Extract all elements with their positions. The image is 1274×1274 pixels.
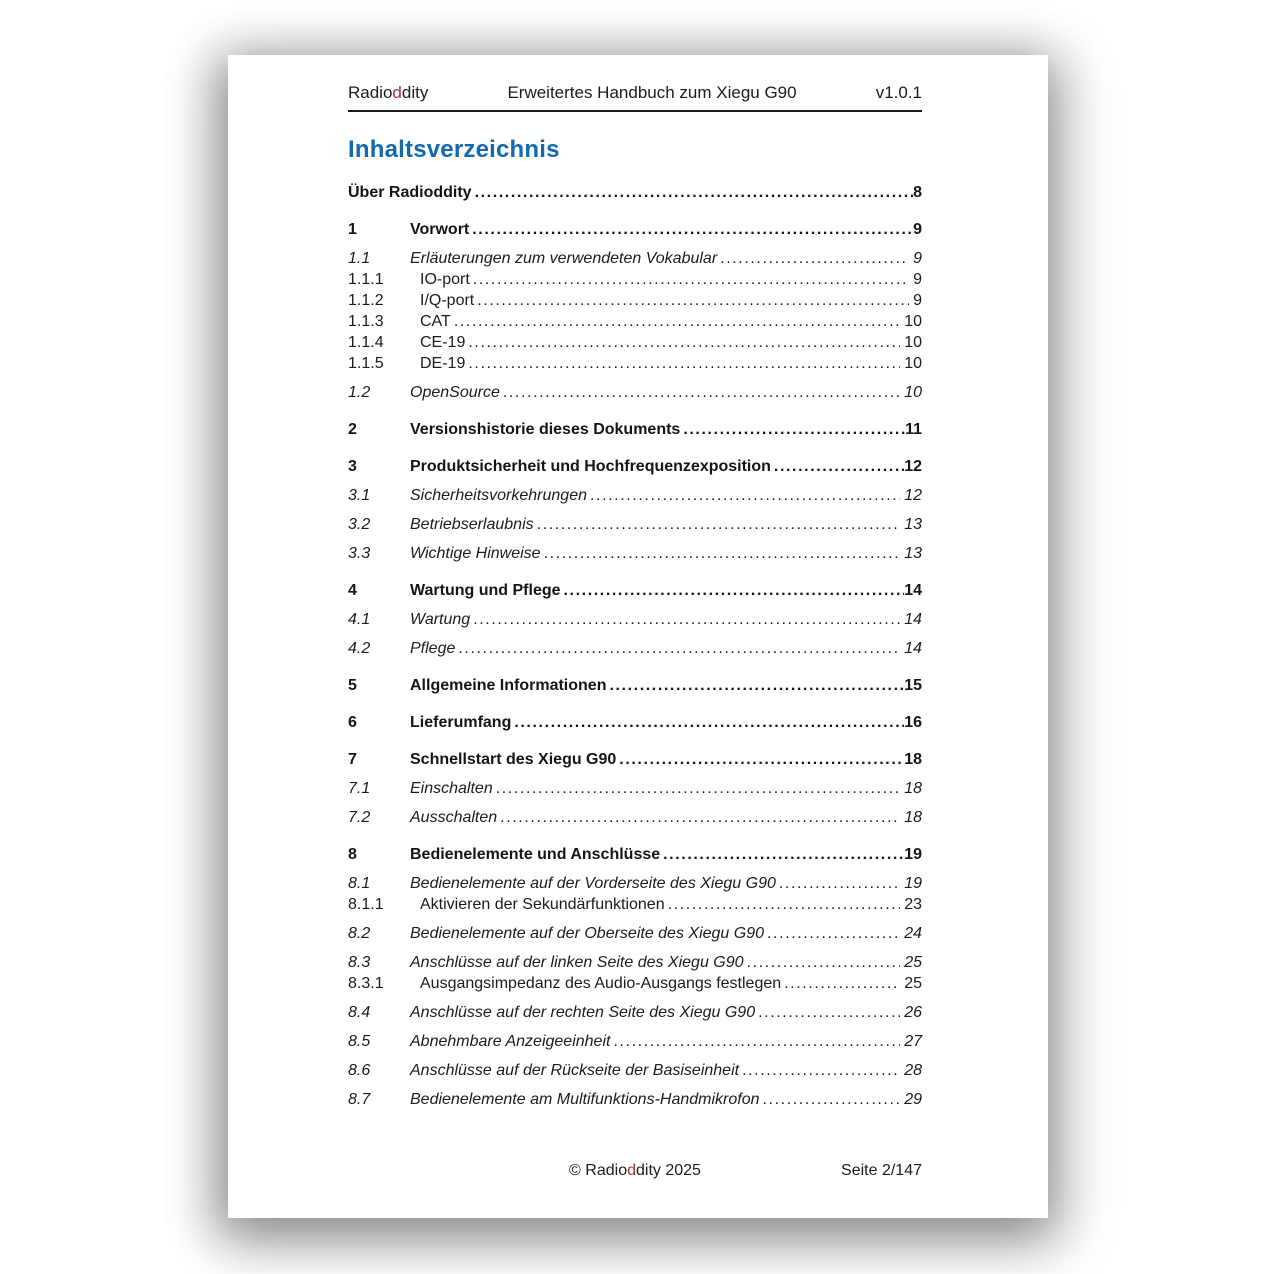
toc-entry-number: 7	[348, 751, 357, 768]
toc-entry-page: 27	[904, 1033, 922, 1050]
toc-leader-dots	[610, 1031, 900, 1052]
toc-entry-title: Wartung	[410, 611, 471, 628]
copyright-text	[569, 1162, 701, 1180]
toc-entry-title: Versionshistorie dieses Dokuments	[410, 421, 681, 438]
toc-heading: Inhaltsverzeichnis	[348, 136, 560, 163]
toc-entry-page: 10	[904, 355, 922, 372]
toc-entry-title: OpenSource	[410, 384, 500, 401]
toc-leader-dots	[717, 248, 909, 269]
toc-entry-page: 19	[904, 846, 922, 863]
toc-entry-page: 25	[904, 975, 922, 992]
page-indicator: Seite 2/147	[841, 1162, 922, 1179]
toc-leader-dots	[451, 311, 900, 332]
toc-entry-page: 13	[904, 545, 922, 562]
toc-entry[interactable]	[348, 332, 922, 353]
toc-entry-page: 14	[904, 582, 922, 599]
toc-leader-dots	[680, 419, 905, 440]
toc-leader-dots	[771, 456, 904, 477]
toc-entry-number: 1	[348, 221, 357, 238]
toc-entry-number: 1.1.3	[348, 313, 384, 330]
toc-leader-dots	[764, 923, 900, 944]
toc-entry-page: 13	[904, 516, 922, 533]
toc-entry-number: 8.1.1	[348, 896, 384, 913]
toc-entry-title: Produktsicherheit und Hochfrequenzexposition	[410, 458, 771, 475]
toc-leader-dots	[744, 952, 901, 973]
toc-entry-title: Betriebserlaubnis	[410, 516, 534, 533]
brand-suffix: dity	[401, 83, 429, 102]
toc-entry-page: 23	[904, 896, 922, 913]
toc-entry-title: Anschlüsse auf der linken Seite des Xiegu G90	[410, 954, 744, 971]
toc-leader-dots	[776, 873, 900, 894]
toc-entry-title: Pflege	[410, 640, 456, 657]
toc-entry[interactable]	[348, 514, 922, 535]
toc-leader-dots	[606, 675, 904, 696]
toc-entry[interactable]	[348, 609, 922, 630]
toc-entry-title: DE-19	[420, 355, 466, 372]
page-footer	[348, 1162, 922, 1184]
toc-entry-number: 1.1.5	[348, 355, 384, 372]
toc-entry-number: 1.1	[348, 250, 371, 267]
copyright-prefix: © Radio	[569, 1162, 628, 1179]
toc-leader-dots	[511, 712, 904, 733]
toc-entry-number: 8.6	[348, 1062, 371, 1079]
toc-entry-title: CAT	[420, 313, 451, 330]
toc-entry-page: 9	[913, 292, 922, 309]
toc-entry-number: 8	[348, 846, 357, 863]
toc-entry-number: 8.1	[348, 875, 371, 892]
toc-entry-page: 18	[904, 780, 922, 797]
document-page	[228, 55, 1048, 1218]
toc-entry-number: 3.2	[348, 516, 371, 533]
toc-entry[interactable]	[348, 382, 922, 403]
toc-entry-title: Anschlüsse auf der Rückseite der Basiseinheit	[410, 1062, 740, 1079]
page-header	[348, 83, 922, 112]
toc-leader-dots	[534, 514, 901, 535]
document-title: Erweitertes Handbuch zum Xiegu G90	[507, 83, 797, 102]
toc-entry-page: 9	[913, 250, 922, 267]
toc-entry-title: Einschalten	[410, 780, 493, 797]
toc-entry-title: Ausgangsimpedanz des Audio-Ausgangs festlegen	[420, 975, 782, 992]
brand-logo-text	[348, 83, 428, 103]
toc-entry-title: Bedienelemente auf der Oberseite des Xiegu G90	[410, 925, 765, 942]
toc-entry-page: 14	[904, 640, 922, 657]
toc-entry-number: 3.1	[348, 487, 371, 504]
toc-entry[interactable]	[348, 485, 922, 506]
toc-leader-dots	[760, 1089, 901, 1110]
toc-leader-dots	[465, 353, 900, 374]
toc-entry-title: Bedienelemente auf der Vorderseite des Xiegu G90	[410, 875, 776, 892]
toc-entry-title: Anschlüsse auf der rechten Seite des Xiegu G90	[410, 1004, 756, 1021]
toc-entry-page: 16	[904, 714, 922, 731]
toc-entry-number: 8.2	[348, 925, 371, 942]
toc-leader-dots	[541, 543, 901, 564]
toc-entry-page: 19	[904, 875, 922, 892]
toc-entry[interactable]	[348, 419, 922, 440]
toc-leader-dots	[493, 778, 900, 799]
toc-entry-title: IO-port	[420, 271, 470, 288]
toc-entry-number: 3	[348, 458, 357, 475]
toc-leader-dots	[561, 580, 905, 601]
toc-entry[interactable]	[348, 638, 922, 659]
toc-leader-dots	[474, 290, 909, 311]
toc-entry-title: Lieferumfang	[410, 714, 512, 731]
toc-entry-title: Vorwort	[410, 221, 470, 238]
toc-entry-number: 1.2	[348, 384, 371, 401]
toc-entry-number: 8.5	[348, 1033, 371, 1050]
toc-entry-title: Schnellstart des Xiegu G90	[410, 751, 617, 768]
toc-list	[348, 182, 922, 1110]
toc-entry-title: Erläuterungen zum verwendeten Vokabular	[410, 250, 718, 267]
toc-entry[interactable]	[348, 248, 922, 269]
toc-entry-title: I/Q-port	[420, 292, 475, 309]
toc-entry-title: Aktivieren der Sekundärfunktionen	[420, 896, 665, 913]
toc-entry-number: 4.1	[348, 611, 371, 628]
toc-entry-title: Wichtige Hinweise	[410, 545, 541, 562]
copyright-suffix: dity 2025	[636, 1162, 701, 1179]
toc-entry-number: 8.4	[348, 1004, 371, 1021]
toc-entry[interactable]	[348, 894, 922, 915]
toc-entry-title: Sicherheitsvorkehrungen	[410, 487, 587, 504]
toc-leader-dots	[665, 894, 901, 915]
toc-leader-dots	[500, 382, 900, 403]
toc-entry-page: 12	[904, 487, 922, 504]
toc-leader-dots	[465, 332, 900, 353]
toc-entry-title: Abnehmbare Anzeigeeinheit	[410, 1033, 611, 1050]
toc-leader-dots	[469, 219, 913, 240]
toc-entry[interactable]	[348, 543, 922, 564]
toc-entry[interactable]	[348, 580, 922, 601]
toc-entry-number: 1.1.2	[348, 292, 384, 309]
toc-entry[interactable]	[348, 182, 922, 203]
toc-entry-number: 2	[348, 421, 357, 438]
toc-entry[interactable]	[348, 311, 922, 332]
toc-entry[interactable]	[348, 353, 922, 374]
toc-entry[interactable]	[348, 923, 922, 944]
toc-entry-page: 24	[904, 925, 922, 942]
toc-entry[interactable]	[348, 807, 922, 828]
toc-entry-page: 9	[913, 221, 922, 238]
toc-leader-dots	[472, 182, 914, 203]
toc-entry-page: 8	[913, 184, 922, 201]
toc-entry-page: 14	[904, 611, 922, 628]
toc-entry-page: 15	[904, 677, 922, 694]
toc-entry-title: Allgemeine Informationen	[410, 677, 607, 694]
toc-entry[interactable]	[348, 973, 922, 994]
toc-entry-page: 18	[904, 751, 922, 768]
toc-entry[interactable]	[348, 873, 922, 894]
toc-entry-number: 5	[348, 677, 357, 694]
copyright-accent-letter: d	[627, 1162, 637, 1179]
toc-entry-page: 18	[904, 809, 922, 826]
toc-entry[interactable]	[348, 456, 922, 477]
toc-leader-dots	[497, 807, 900, 828]
toc-entry-number: 4	[348, 582, 357, 599]
toc-entry[interactable]	[348, 1089, 922, 1110]
toc-entry[interactable]	[348, 269, 922, 290]
toc-leader-dots	[470, 609, 900, 630]
toc-leader-dots	[781, 973, 900, 994]
toc-entry-number: 8.3.1	[348, 975, 384, 992]
toc-entry-page: 9	[913, 271, 922, 288]
toc-entry-number: 7.2	[348, 809, 371, 826]
toc-leader-dots	[616, 749, 904, 770]
toc-entry-number: 4.2	[348, 640, 371, 657]
toc-entry-title: Über Radioddity	[348, 184, 472, 201]
toc-leader-dots	[587, 485, 900, 506]
toc-entry[interactable]	[348, 778, 922, 799]
brand-accent-letter: d	[392, 83, 402, 102]
toc-entry-number: 3.3	[348, 545, 371, 562]
toc-leader-dots	[755, 1002, 900, 1023]
toc-entry[interactable]	[348, 749, 922, 770]
version-label: v1.0.1	[875, 83, 922, 102]
toc-entry-page: 25	[904, 954, 922, 971]
toc-entry-number: 6	[348, 714, 357, 731]
toc-entry-page: 10	[904, 334, 922, 351]
toc-entry-title: Bedienelemente und Anschlüsse	[410, 846, 661, 863]
toc-entry[interactable]	[348, 1002, 922, 1023]
toc-entry-number: 1.1.4	[348, 334, 384, 351]
toc-leader-dots	[660, 844, 904, 865]
toc-entry-page: 29	[904, 1091, 922, 1108]
toc-leader-dots	[455, 638, 900, 659]
toc-entry-title: CE-19	[420, 334, 466, 351]
toc-entry[interactable]	[348, 844, 922, 865]
toc-entry-page: 12	[904, 458, 922, 475]
toc-entry-title: Wartung und Pflege	[410, 582, 561, 599]
toc-entry[interactable]	[348, 1060, 922, 1081]
toc-entry[interactable]	[348, 952, 922, 973]
toc-entry-number: 8.3	[348, 954, 371, 971]
toc-entry-number: 1.1.1	[348, 271, 384, 288]
toc-entry-page: 26	[904, 1004, 922, 1021]
toc-entry[interactable]	[348, 712, 922, 733]
toc-entry[interactable]	[348, 290, 922, 311]
toc-entry[interactable]	[348, 1031, 922, 1052]
toc-entry-title: Bedienelemente am Multifunktions-Handmikrofon	[410, 1091, 760, 1108]
toc-entry[interactable]	[348, 219, 922, 240]
toc-entry-page: 11	[905, 421, 922, 438]
toc-entry-page: 28	[904, 1062, 922, 1079]
brand-prefix: Radio	[348, 83, 393, 102]
toc-entry-number: 7.1	[348, 780, 371, 797]
toc-entry-page: 10	[904, 384, 922, 401]
toc-entry-page: 10	[904, 313, 922, 330]
toc-entry[interactable]	[348, 675, 922, 696]
toc-entry-number: 8.7	[348, 1091, 371, 1108]
toc-leader-dots	[739, 1060, 900, 1081]
toc-entry-title: Ausschalten	[410, 809, 498, 826]
toc-leader-dots	[470, 269, 909, 290]
